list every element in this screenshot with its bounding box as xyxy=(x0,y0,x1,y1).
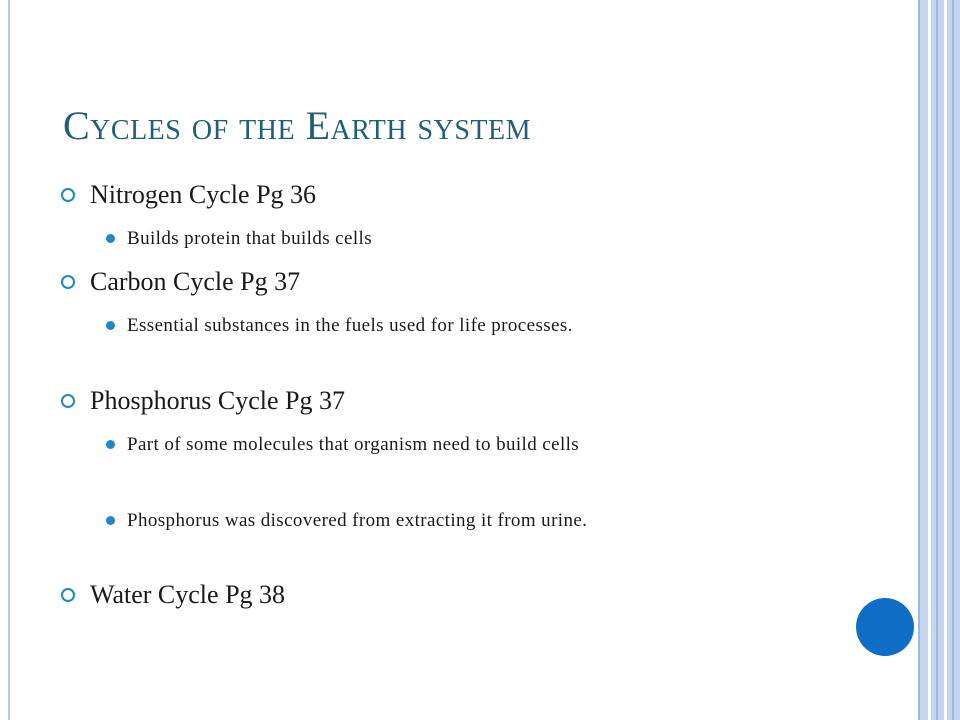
ring-bullet-icon xyxy=(61,588,75,602)
sub-point-text: Essential substances in the fuels used for life processes. xyxy=(127,315,573,336)
dot-bullet-icon xyxy=(106,516,115,525)
ring-bullet-icon xyxy=(61,394,75,408)
ring-bullet-icon xyxy=(61,275,75,289)
sub-point-text: Phosphorus was discovered from extracting it from urine. xyxy=(127,510,588,531)
sub-point-text: Part of some molecules that organism need to build cells xyxy=(127,434,580,455)
section-heading-text: Water Cycle Pg 38 xyxy=(90,580,286,609)
section-heading-text: Carbon Cycle Pg 37 xyxy=(90,267,301,296)
section-heading-phosphorus xyxy=(90,386,345,416)
section-heading-text: Nitrogen Cycle Pg 36 xyxy=(90,180,317,209)
sub-point-text: Builds protein that builds cells xyxy=(127,228,373,249)
section-heading-water xyxy=(90,580,285,610)
section-heading-carbon xyxy=(90,267,300,297)
sub-point xyxy=(127,224,797,253)
section-heading-nitrogen xyxy=(90,180,316,210)
ring-bullet-icon xyxy=(61,188,75,202)
sub-point xyxy=(127,311,797,340)
sub-point xyxy=(127,506,797,535)
dot-bullet-icon xyxy=(106,234,115,243)
slide-title: Cycles of the Earth system xyxy=(63,103,532,148)
dot-bullet-icon xyxy=(106,321,115,330)
dot-bullet-icon xyxy=(106,440,115,449)
sub-point xyxy=(127,430,797,459)
section-heading-text: Phosphorus Cycle Pg 37 xyxy=(90,386,345,415)
